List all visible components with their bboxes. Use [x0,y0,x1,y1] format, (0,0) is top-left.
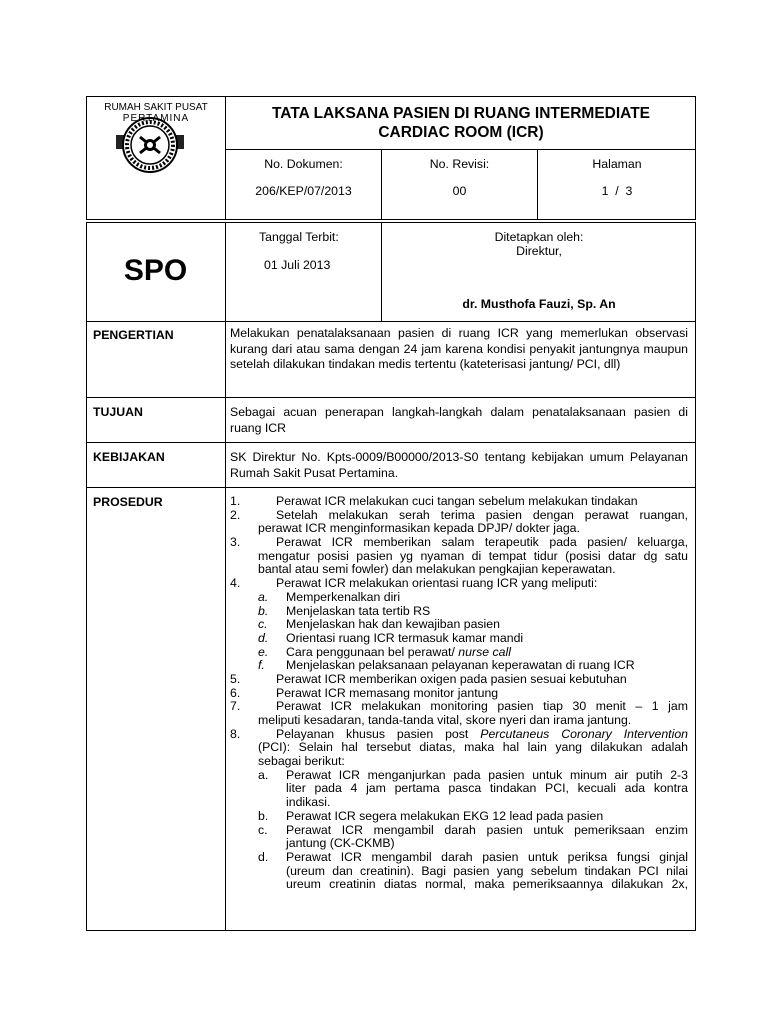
list-item [230,536,688,550]
sub-item-text: Memperkenalkan diri [286,589,401,604]
item-text: perawat ICR menginformasikan kepada DPJP/ dokter jaga. [258,521,580,536]
item-text: Setelah melakukan serah terima pasien dengan perawat ruangan, [276,507,688,522]
sub-item-text: Perawat ICR menganjurkan pada pasien untuk minum air putih 2-3 [286,767,688,782]
pengertian-text: Melakukan penatalaksanaan pasien di ruang ICR yang memerlukan observasi kurang dari atau sama dengan 24 jam karena kondisi penyakit jantungnya maupun setelah dilakukan tindakan medis tertentu (kateterisasi jantung/ PCI, dll) [230,326,688,371]
sub-item [230,632,688,646]
sub-item-text: Perawat ICR mengambil darah pasien untuk periksa fungsi ginjal [286,849,688,864]
sub-item-continued [230,796,688,810]
list-item [230,509,688,523]
item-text: sebagai berikut: [258,754,345,769]
sub-item [230,824,688,838]
document-title-line1: TATA LAKSANA PASIEN DI RUANG INTERMEDIATE [271,105,651,122]
item-text: Perawat ICR memberikan oxigen pada pasien sesuai kebutuhan [276,671,627,686]
list-item-continued [230,755,688,769]
prosedur-label: PROSEDUR [93,495,163,509]
sub-item-text: Menjelaskan hak dan kewajiban pasien [286,617,500,632]
hospital-name-line2: PERTAMINA [122,113,190,124]
row-divider-3 [86,442,696,443]
approved-by-role: Direktur, [516,244,562,258]
item-text: Perawat ICR melakukan monitoring pasien tiap 30 menit – 1 jam [276,699,688,714]
sub-item-marker: b. [258,603,269,618]
issue-date-label: Tanggal Terbit: [259,230,339,244]
header-divider-horizontal [225,149,696,150]
row-divider-1 [86,321,696,322]
item-text: Perawat ICR memberikan salam terapeutik pada pasien/ keluarga, [276,535,688,550]
kebijakan-text: SK Direktur No. Kpts-0009/B00000/2013-S0 tentang kebijakan umum Pelayanan Rumah Sakit Pusat Pertamina. [230,450,688,480]
list-item-continued [230,550,688,564]
sub-item [230,851,688,865]
doc-number-label: No. Dokumen: [264,157,343,171]
sub-item-text: jantung (CK-CKMB) [286,836,395,851]
hospital-name-line1: RUMAH SAKIT PUSAT [104,102,208,113]
sub-item-text: ureum creatinin diatas normal, maka pemeriksaannya dilakukan 2x, [286,877,688,892]
tujuan-text: Sebagai acuan penerapan langkah-langkah dalam penatalaksanaan pasien di ruang ICR [230,405,688,435]
sub-item-text: liter pada 4 jam pertama pasca tindakan PCI, kecuali ada kontra [286,781,688,796]
doc-number-value: 206/KEP/07/2013 [255,184,352,198]
item-number: 7. [230,699,241,714]
sub-item-text: (ureum dan creatinin). Bagi pasien yang sebelum tindakan PCI nilai [286,863,688,878]
sub-item [230,810,688,824]
row-divider-2 [86,397,696,398]
list-item [230,577,688,591]
page-label: Halaman [592,157,642,171]
item-number: 4. [230,576,241,591]
list-item-continued [230,714,688,728]
sub-item-text: Menjelaskan tata tertib RS [286,603,431,618]
list-item [230,495,688,509]
item-text: meliputi kesadaran, tanda-tanda vital, skore nyeri dan irama jantung. [258,713,632,727]
hospital-logo [110,115,190,177]
list-item-continued [230,522,688,536]
document-title-line2: CARDIAC ROOM (ICR) [378,124,544,141]
sub-item-text: Menjelaskan pelaksanaan pelayanan keperawatan di ruang ICR [286,658,635,673]
item-number: 3. [230,535,241,550]
issue-date-value: 01 Juli 2013 [264,258,331,272]
sub-item [230,618,688,632]
revision-value: 00 [452,184,467,198]
item-number: 8. [230,726,241,741]
sub-item-continued [230,865,688,879]
sub-item-marker: f. [258,658,265,673]
sub-item [230,646,688,660]
sub-item-marker: a. [258,767,269,782]
page-value: 1 / 3 [601,184,633,198]
list-item [230,673,688,687]
item-number: 2. [230,507,241,522]
item-text: (PCI): Selain hal tersebut diatas, maka hal lain yang dilakukan adalah [258,740,688,755]
row-divider-4 [86,487,696,488]
sub-item-continued [230,837,688,851]
sub-item-marker: b. [258,808,269,823]
sub-item [230,769,688,783]
list-item-continued [230,563,688,577]
sub-item-marker: c. [258,617,268,632]
item-text: Pelayanan khusus pasien post Percutaneus Coronary Intervention [276,726,688,741]
kebijakan-label: KEBIJAKAN [93,450,165,464]
item-number: 1. [230,494,241,508]
item-text: Perawat ICR melakukan cuci tangan sebelum melakukan tindakan [276,494,638,508]
sub-item [230,591,688,605]
sub-item-continued [230,782,688,796]
list-item [230,700,688,714]
item-text: bantal atau semi fowler) dan melakukan pengkajian keperawatan. [258,562,616,577]
prosedur-list [230,495,688,892]
label-column-divider [225,222,226,931]
list-item [230,687,688,701]
sub-item-marker: d. [258,849,269,864]
sub-item-marker: e. [258,644,269,659]
spo-label: SPO [123,254,188,287]
item-text: mengatur posisi pasien yg nyaman di tempat tidur (posisi datar dg satu [258,548,688,563]
sub-item-text: Orientasi ruang ICR termasuk kamar mandi [286,630,524,645]
sub-item-text: indikasi. [286,795,331,810]
sub-item-marker: c. [258,822,268,837]
item-text: Perawat ICR memasang monitor jantung [276,685,499,700]
pengertian-label: PENGERTIAN [93,328,174,342]
sub-item-marker: a. [258,589,269,604]
item-number: 6. [230,685,241,700]
list-item-continued [230,741,688,755]
sub-item-text: Perawat ICR mengambil darah pasien untuk pemeriksaan enzim [286,822,688,837]
sub-item-marker: d. [258,630,269,645]
approved-by-label: Ditetapkan oleh: [494,230,584,244]
item-text: Perawat ICR melakukan orientasi ruang ICR yang meliputi: [276,576,598,591]
sub-item-continued [230,878,688,892]
sub-item-text: Cara penggunaan bel perawat/ nurse call [286,644,511,659]
sub-item [230,659,688,673]
tujuan-label: TUJUAN [93,405,143,419]
list-item [230,728,688,742]
sub-item-text: Perawat ICR segera melakukan EKG 12 lead pada pasien [286,808,604,823]
approved-by-name: dr. Musthofa Fauzi, Sp. An [462,297,616,311]
item-number: 5. [230,671,241,686]
sub-item [230,605,688,619]
revision-label: No. Revisi: [429,157,490,171]
